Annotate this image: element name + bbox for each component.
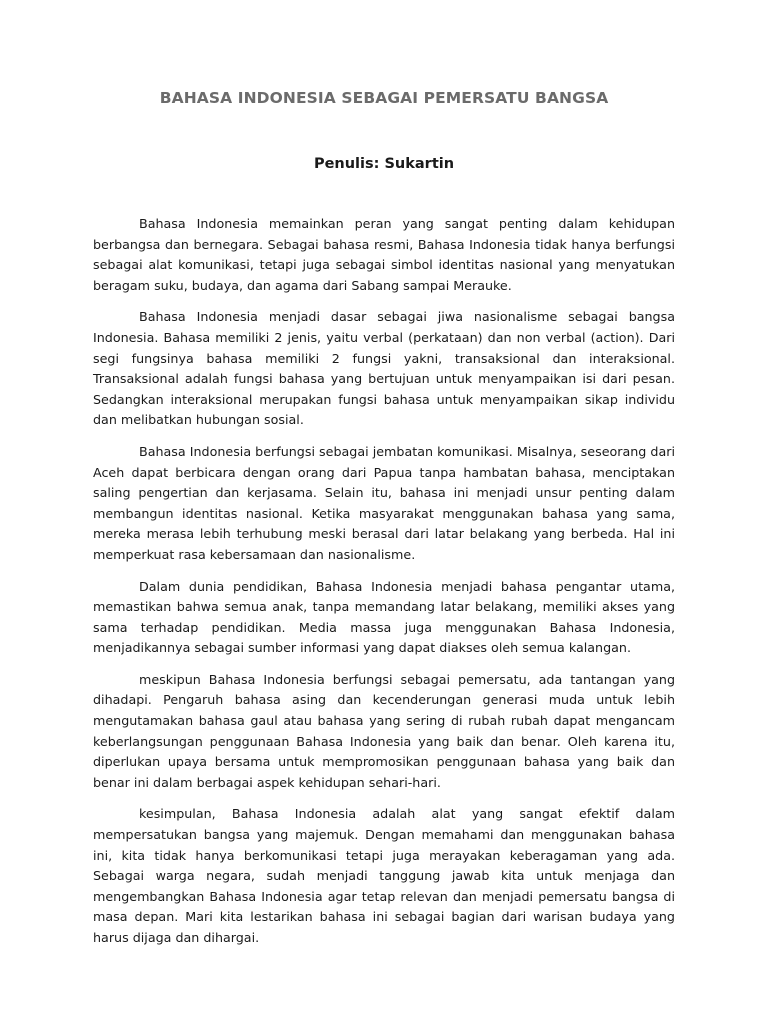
paragraph-conclusion: kesimpulan, Bahasa Indonesia adalah alat yang sangat efektif dalam mempersatukan bangsa yang majemuk. Dengan memahami dan menggunakan bahasa ini, kita tidak hanya berkomunikasi tetapi juga merayakan keberagaman yang ada. Sebagai warga negara, sudah menjadi tanggung jawab kita untuk menjaga dan mengembangkan Bahasa Indonesia agar tetap relevan dan menjadi pemersatu bangsa di masa depan. Mari kita lestarikan bahasa ini sebagai bagian dari warisan budaya yang harus dijaga dan dihargai.: [93, 806, 675, 945]
paragraph-communication-bridge: Bahasa Indonesia berfungsi sebagai jembatan komunikasi. Misalnya, seseorang dari Aceh dapat berbicara dengan orang dari Papua tanpa hambatan bahasa, menciptakan saling pengertian dan kerjasama. Selain itu, bahasa ini menjadi unsur penting dalam membangun identitas nasional. Ketika masyarakat menggunakan bahasa yang sama, mereka merasa lebih terhubung meski berasal dari latar belakang yang berbeda. Hal ini memperkuat rasa kebersamaan dan nasionalisme.: [93, 443, 675, 562]
paragraph-education: Dalam dunia pendidikan, Bahasa Indonesia menjadi bahasa pengantar utama, memastikan bahwa semua anak, tanpa memandang latar belakang, memiliki akses yang sama terhadap pendidikan. Media massa juga menggunakan Bahasa Indonesia, menjadikannya sebagai sumber informasi yang dapat diakses oleh semua kalangan.: [93, 578, 675, 656]
document-title: BAHASA INDONESIA SEBAGAI PEMERSATU BANGSA: [159, 89, 609, 107]
paragraph-nationalism: Bahasa Indonesia menjadi dasar sebagai jiwa nasionalisme sebagai bangsa Indonesia. Bahasa memiliki 2 jenis, yaitu verbal (perkataan) dan non verbal (action). Dari segi fungsinya bahasa memiliki 2 fungsi yakni, transaksional dan interaksional. Transaksional adalah fungsi bahasa yang bertujuan untuk menyampaikan isi dari pesan. Sedangkan interaksional merupakan fungsi bahasa untuk menyampaikan sikap individu dan melibatkan hubungan sosial.: [93, 309, 675, 428]
paragraph-intro: Bahasa Indonesia memainkan peran yang sangat penting dalam kehidupan berbangsa dan bernegara. Sebagai bahasa resmi, Bahasa Indonesia tidak hanya berfungsi sebagai alat komunikasi, tetapi juga sebagai simbol identitas nasional yang menyatukan beragam suku, budaya, dan agama dari Sabang sampai Merauke.: [93, 216, 675, 293]
document-body: [93, 214, 675, 960]
paragraph-challenges: meskipun Bahasa Indonesia berfungsi sebagai pemersatu, ada tantangan yang dihadapi. Pengaruh bahasa asing dan kecenderungan generasi muda untuk lebih mengutamakan bahasa gaul atau bahasa yang sering di rubah rubah dapat mengancam keberlangsungan penggunaan Bahasa Indonesia yang baik dan benar. Oleh karena itu, diperlukan upaya bersama untuk mempromosikan penggunaan bahasa yang baik dan benar ini dalam berbagai aspek kehidupan sehari-hari.: [93, 671, 675, 790]
document-author: Penulis: Sukartin: [313, 156, 455, 172]
